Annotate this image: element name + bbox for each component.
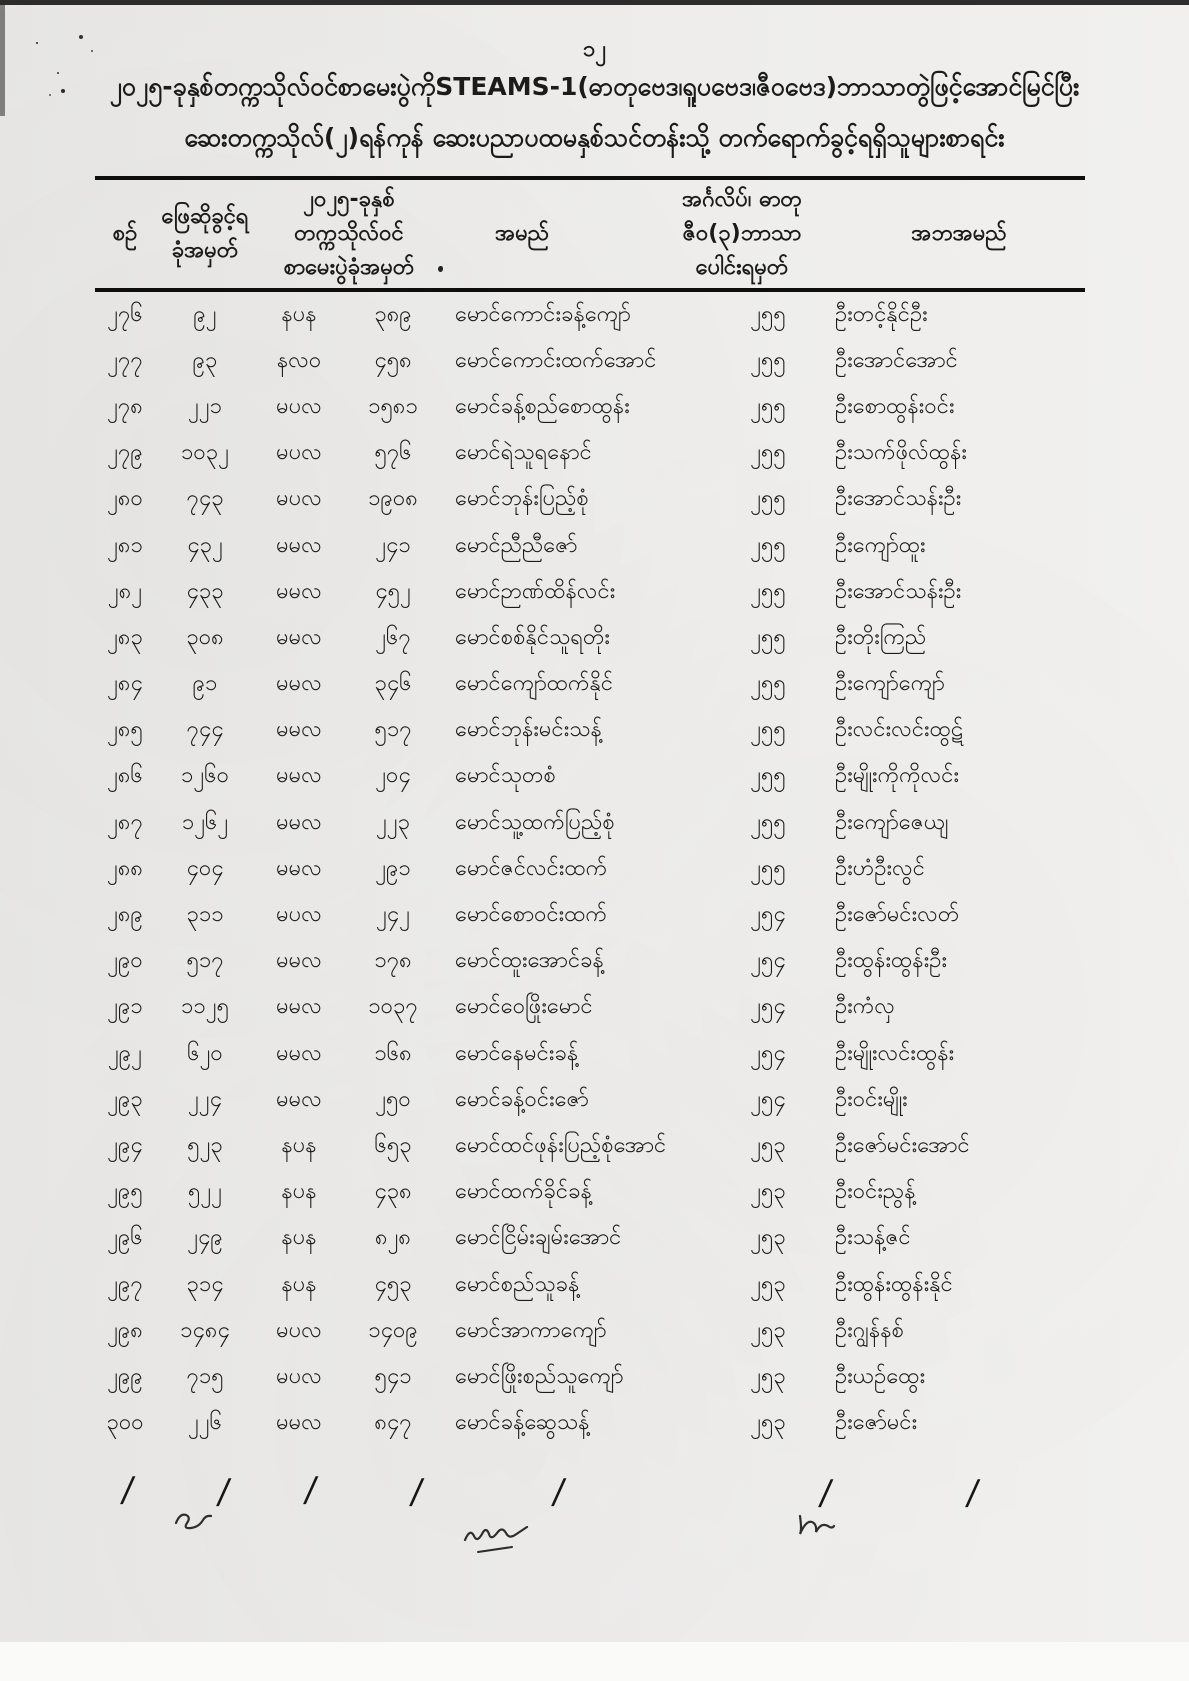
cell-exam-center-code: မမလ [276,1086,322,1112]
cell-student-name: မောင်နေမင်းခန့် [455,1040,579,1066]
table-row [95,1123,1085,1169]
table-row [95,1216,1085,1262]
cell-serial: ၂၈၁ [107,532,143,558]
cell-exam-center-code: မမလ [276,809,322,835]
cell-student-name: မောင်ခန့်စည်စောထွန်း [455,393,630,419]
cell-father-name: ဦးဇော်မင်းလတ် [835,902,960,928]
handwriting-mark [792,1508,838,1542]
cell-student-name: မောင်ခန့်ဆွေသန့် [455,1410,590,1436]
cell-exam-roll-number: ၅၁၇ [374,717,412,743]
cell-father-name: ဦးဝင်းညွန့် [835,1179,916,1205]
cell-serial: ၂၈၉ [107,902,143,928]
cell-father-name: ဦးသန့်ဇင် [835,1225,911,1251]
cell-exam-center-code: မမလ [276,994,322,1020]
cell-father-name: ဦးသက်ဖိုလ်ထွန်း [835,440,968,466]
cell-exam-roll-number: ၅၄၁ [374,1363,412,1389]
cell-total-marks: ၂၅၅ [750,440,786,466]
table-row [95,892,1085,938]
cell-roll-number: ၃၀၈ [186,624,224,650]
table-row [95,569,1085,615]
cell-student-name: မောင်ထူးအောင်ခန့် [455,948,604,974]
cell-roll-number: ၇၄၃ [186,486,224,512]
cell-student-name: မောင်ထင်ဖုန်းပြည့်စုံအောင် [455,1132,667,1158]
cell-total-marks: ၂၅၅ [750,301,786,327]
cell-total-marks: ၂၅၃ [750,1317,786,1343]
cell-exam-roll-number: ၈၄၇ [374,1410,412,1436]
column-header-father-name: အဘအမည် [911,221,1007,246]
cell-roll-number: ၉၁ [192,671,218,697]
table-row [95,523,1085,569]
cell-total-marks: ၂၅၃ [750,1363,786,1389]
cell-serial: ၂၈၆ [107,763,143,789]
cell-serial: ၂၈၅ [107,717,143,743]
cell-total-marks: ၂၅၄ [750,1040,786,1066]
cell-exam-center-code: မမလ [276,1040,322,1066]
cell-exam-center-code: မမလ [276,763,322,789]
cell-total-marks: ၂၅၅ [750,486,786,512]
cell-exam-center-code: နပန [281,1271,317,1297]
cell-total-marks: ၂၅၃ [750,1132,786,1158]
cell-roll-number: ၂၂၄ [188,1086,222,1112]
cell-father-name: ဦးယဉ်ထွေး [835,1363,926,1389]
table-row [95,662,1085,708]
cell-exam-center-code: မပလ [276,1317,322,1343]
cell-serial: ၂၈၂ [107,578,143,604]
cell-total-marks: ၂၅၄ [750,948,786,974]
table-row [95,1077,1085,1123]
cell-exam-roll-number: ၃၄၆ [374,671,412,697]
cell-exam-center-code: မမလ [276,1410,322,1436]
cell-roll-number: ၁၁၂၅ [181,994,229,1020]
cell-father-name: ဦးအောင်သန်းဦး [835,578,962,604]
table-row [95,1354,1085,1400]
cell-student-name: မောင်ညီညီဇော် [455,532,578,558]
cell-exam-roll-number: ၁၇၈ [374,948,412,974]
cell-serial: ၂၈၈ [107,855,143,881]
cell-serial: ၂၉၈ [107,1317,143,1343]
cell-total-marks: ၂၅၄ [750,1086,786,1112]
cell-student-name: မောင်ကောင်းထက်အောင် [455,347,657,373]
cell-student-name: မောင်စည်သူခန့် [455,1271,580,1297]
cell-exam-roll-number: ၆၅၃ [374,1132,412,1158]
cell-serial: ၂၇၈ [107,393,143,419]
cell-serial: ၂၇၉ [107,440,143,466]
cell-father-name: ဦးဇော်မင်းအောင် [835,1132,970,1158]
cell-exam-center-code: မပလ [276,1363,322,1389]
cell-total-marks: ၂၅၅ [750,763,786,789]
cell-exam-center-code: မပလ [276,440,322,466]
cell-father-name: ဦးကျော်ဇေယျ [835,809,949,835]
cell-father-name: ဦးကျော်ထူး [835,532,926,558]
continuation-slash: / [817,1473,835,1513]
cell-exam-center-code: မပလ [276,486,322,512]
continuation-slash: / [302,1470,320,1510]
cell-father-name: ဦးထွန်းထွန်းနိုင် [835,1271,953,1297]
cell-father-name: ဦးကံလှ [835,994,895,1020]
cell-serial: ၂၈၃ [107,624,143,650]
cell-serial: ၂၇၇ [107,347,143,373]
cell-serial: ၂၈၀ [107,486,143,512]
cell-father-name: ဦးတိုးကြည် [835,624,927,650]
cell-exam-center-code: မပလ [276,393,322,419]
cell-student-name: မောင်ခန့်ဝင်းဇော် [455,1086,589,1112]
cell-roll-number: ၁၀၃၂ [181,440,229,466]
column-header-total-marks: အင်္ဂလိပ်၊ ဓာတု ဇီဝ(၃)ဘာသာ ပေါင်းရမှတ် [682,187,802,280]
cell-student-name: မောင်ကောင်းခန့်ကျော် [455,301,631,327]
scan-stray-dot [438,266,443,272]
cell-roll-number: ၄၀၄ [186,855,224,881]
cell-roll-number: ၃၁၄ [186,1271,224,1297]
cell-exam-center-code: နလဝ [276,347,322,373]
cell-total-marks: ၂၅၄ [750,902,786,928]
cell-exam-roll-number: ၂၄၁ [375,532,411,558]
cell-student-name: မောင်စောဝင်းထက် [455,902,608,928]
cell-exam-center-code: မမလ [276,624,322,650]
cell-roll-number: ၆၂၀ [187,1040,223,1066]
cell-roll-number: ၇၁၅ [186,1363,224,1389]
page-number: ၁၂ [582,37,607,62]
cell-serial: ၂၉၅ [107,1179,143,1205]
cell-total-marks: ၂၅၅ [750,855,786,881]
cell-exam-center-code: မမလ [276,671,322,697]
cell-exam-roll-number: ၂၂၃ [376,809,410,835]
cell-father-name: ဦးလင်းလင်းထွဋ် [835,717,964,743]
cell-roll-number: ၉၂ [193,301,217,327]
cell-father-name: ဦးဟံဦးလွင် [835,855,925,881]
cell-serial: ၂၉၀ [107,948,143,974]
cell-serial: ၂၇၆ [107,301,143,327]
cell-student-name: မောင်အာကာကျော် [455,1317,607,1343]
cell-serial: ၂၉၂ [108,1040,142,1066]
cell-serial: ၂၉၉ [107,1363,143,1389]
cell-total-marks: ၂၅၅ [750,809,786,835]
cell-exam-center-code: နပန [281,1179,317,1205]
column-header-name: အမည် [495,221,550,246]
document-title-line-2: ဆေးတက္ကသိုလ်(၂)ရန်ကုန် ဆေးပညာပထမနှစ်သင်တန်းသို့ တက်ရောက်ခွင့်ရရှိသူများစာရင်း [184,123,1005,152]
cell-roll-number: ၁၂၆၂ [181,809,229,835]
continuation-slash: / [215,1472,233,1512]
cell-exam-roll-number: ၅၇၆ [374,440,412,466]
table-row [95,939,1085,985]
cell-total-marks: ၂၅၃ [750,1410,786,1436]
cell-serial: ၂၈၄ [107,671,143,697]
cell-total-marks: ၂၅၅ [750,671,786,697]
cell-total-marks: ၂၅၃ [750,1225,786,1251]
cell-serial: ၂၈၇ [107,809,143,835]
cell-father-name: ဦးကျော်ကျော် [835,671,945,697]
cell-exam-roll-number: ၄၅၂ [375,578,411,604]
continuation-slash: / [119,1470,137,1510]
table-row [95,431,1085,477]
cell-total-marks: ၂၅၅ [750,347,786,373]
table-row [95,292,1085,338]
cell-father-name: ဦးစောထွန်းဝင်း [835,393,955,419]
column-header-serial: စဉ် [112,221,138,246]
cell-student-name: မောင်စစ်နိုင်သူရတိုး [455,624,610,650]
cell-student-name: မောင်ရဲသူရနောင် [455,440,592,466]
cell-total-marks: ၂၅၅ [750,624,786,650]
cell-roll-number: ၂၂၆ [188,1410,222,1436]
cell-exam-roll-number: ၁၆၈ [374,1040,412,1066]
cell-exam-center-code: မမလ [276,948,322,974]
cell-exam-center-code: နပန [281,1225,317,1251]
handwriting-mark [170,1505,216,1537]
cell-exam-roll-number: ၁၅၈၁ [368,393,418,419]
table-row [95,477,1085,523]
cell-roll-number: ၄၃၃ [186,578,224,604]
cell-exam-center-code: မပလ [276,902,322,928]
cell-exam-roll-number: ၁၄၀၉ [368,1317,418,1343]
cell-total-marks: ၂၅၃ [750,1271,786,1297]
table-header-row [95,181,1085,287]
cell-student-name: မောင်ဝေဖြိုးမောင် [455,994,593,1020]
cell-student-name: မောင်ကျော်ထက်နိုင် [455,671,614,697]
cell-total-marks: ၂၅၅ [750,578,786,604]
cell-father-name: ဦးမျိုးလင်းထွန်း [835,1040,955,1066]
cell-father-name: ဦးဇော်မင်း [835,1410,918,1436]
cell-father-name: ဦးဝင်းမျိုး [835,1086,908,1112]
cell-father-name: ဦးတင့်နိုင်ဦး [835,301,928,327]
cell-exam-roll-number: ၂၄၂ [376,902,410,928]
cell-roll-number: ၁၄၈၄ [180,1317,230,1343]
table-row [95,708,1085,754]
cell-father-name: ဦးထွန်းထွန်းဦး [835,948,948,974]
cell-exam-roll-number: ၄၅၈ [374,347,412,373]
continuation-slash: / [408,1472,426,1512]
cell-serial: ၂၉၁ [107,994,143,1020]
table-row [95,800,1085,846]
column-header-roll-number: ဖြေဆိုခွင့်ရ ခုံအမှတ် [161,204,249,263]
table-row [95,985,1085,1031]
cell-roll-number: ၉၃ [192,347,218,373]
column-header-exam-roll-number: ၂၀၂၅-ခုနှစ် တက္ကသိုလ်ဝင် စာမေးပွဲခုံအမှတ် [283,187,415,280]
table-row [95,1170,1085,1216]
table-row [95,384,1085,430]
cell-father-name: ဦးအောင်အောင် [835,347,958,373]
cell-exam-roll-number: ၂၀၄ [375,763,411,789]
cell-serial: ၂၉၄ [107,1132,143,1158]
table-row [95,1262,1085,1308]
scan-top-edge [0,0,1189,5]
cell-exam-center-code: မမလ [276,855,322,881]
continuation-slash: / [964,1473,982,1513]
cell-exam-roll-number: ၄၅၃ [374,1271,412,1297]
cell-exam-roll-number: ၂၅၀ [375,1086,411,1112]
cell-student-name: မောင်ဉာဏ်ထိန်လင်း [455,578,616,604]
cell-student-name: မောင်သုတစံ [455,763,556,789]
cell-roll-number: ၇၄၄ [186,717,224,743]
table-row [95,1308,1085,1354]
cell-total-marks: ၂၅၅ [750,717,786,743]
cell-exam-roll-number: ၃၈၉ [374,301,412,327]
table-top-rule [95,176,1085,180]
cell-total-marks: ၂၅၃ [750,1179,786,1205]
cell-exam-roll-number: ၁၉၀၈ [368,486,418,512]
admission-table-body [95,292,1085,1447]
table-row [95,846,1085,892]
cell-student-name: မောင်ငြိမ်းချမ်းအောင် [455,1225,622,1251]
scan-bottom-strip [0,1642,1189,1681]
cell-roll-number: ၂၄၉ [187,1225,223,1251]
cell-exam-center-code: မမလ [276,717,322,743]
handwriting-mark [460,1520,530,1560]
cell-roll-number: ၁၂၆၀ [181,763,229,789]
cell-serial: ၃၀၀ [106,1410,144,1436]
cell-serial: ၂၉၇ [107,1271,143,1297]
cell-exam-center-code: နပန [281,301,317,327]
cell-exam-roll-number: ၂၉၁ [375,855,411,881]
table-row [95,615,1085,661]
cell-total-marks: ၂၅၄ [750,994,786,1020]
cell-roll-number: ၅၁၇ [186,948,224,974]
cell-student-name: မောင်သူ့ထက်ပြည့်စုံ [455,809,615,835]
cell-total-marks: ၂၅၅ [750,532,786,558]
cell-roll-number: ၃၁၁ [186,902,224,928]
cell-father-name: ဦးအောင်သန်းဦး [835,486,962,512]
cell-exam-center-code: နပန [281,1132,317,1158]
continuation-slash: / [550,1472,568,1512]
cell-roll-number: ၅၂၂ [188,1179,222,1205]
cell-exam-center-code: မမလ [276,578,322,604]
table-row [95,754,1085,800]
cell-student-name: မောင်ဇင်လင်းထက် [455,855,608,881]
document-title-line-1: ၂၀၂၅-ခုနှစ်တက္ကသိုလ်ဝင်စာမေးပွဲကိုSTEAMS-1(ဓာတုဗေဒ၊ရူပဗေဒ၊ဇီဝဗေဒ)ဘာသာတွဲဖြင့်အောင်မြင်ပြီး [109,72,1080,101]
cell-father-name: ဦးဂျွန်နစ် [835,1317,904,1343]
cell-exam-roll-number: ၂၆၇ [375,624,411,650]
table-row [95,1031,1085,1077]
table-row [95,338,1085,384]
cell-exam-center-code: မမလ [276,532,322,558]
cell-roll-number: ၄၃၂ [187,532,223,558]
cell-total-marks: ၂၅၅ [750,393,786,419]
cell-roll-number: ၂၂၁ [188,393,222,419]
cell-student-name: မောင်ဖြိုးစည်သူကျော် [455,1363,624,1389]
cell-serial: ၂၉၃ [107,1086,143,1112]
cell-student-name: မောင်ဘုန်းပြည့်စုံ [455,486,589,512]
cell-serial: ၂၉၆ [107,1225,143,1251]
cell-exam-roll-number: ၄၃၈ [374,1179,412,1205]
table-row [95,1401,1085,1447]
cell-student-name: မောင်ထက်ခိုင်ခန့် [455,1179,592,1205]
cell-student-name: မောင်ဘုန်းမင်းသန့် [455,717,602,743]
cell-exam-roll-number: ၁၀၃၇ [368,994,418,1020]
cell-exam-roll-number: ၈၂၈ [375,1225,411,1251]
cell-roll-number: ၅၂၃ [187,1132,223,1158]
cell-father-name: ဦးမျိုးကိုကိုလင်း [835,763,960,789]
